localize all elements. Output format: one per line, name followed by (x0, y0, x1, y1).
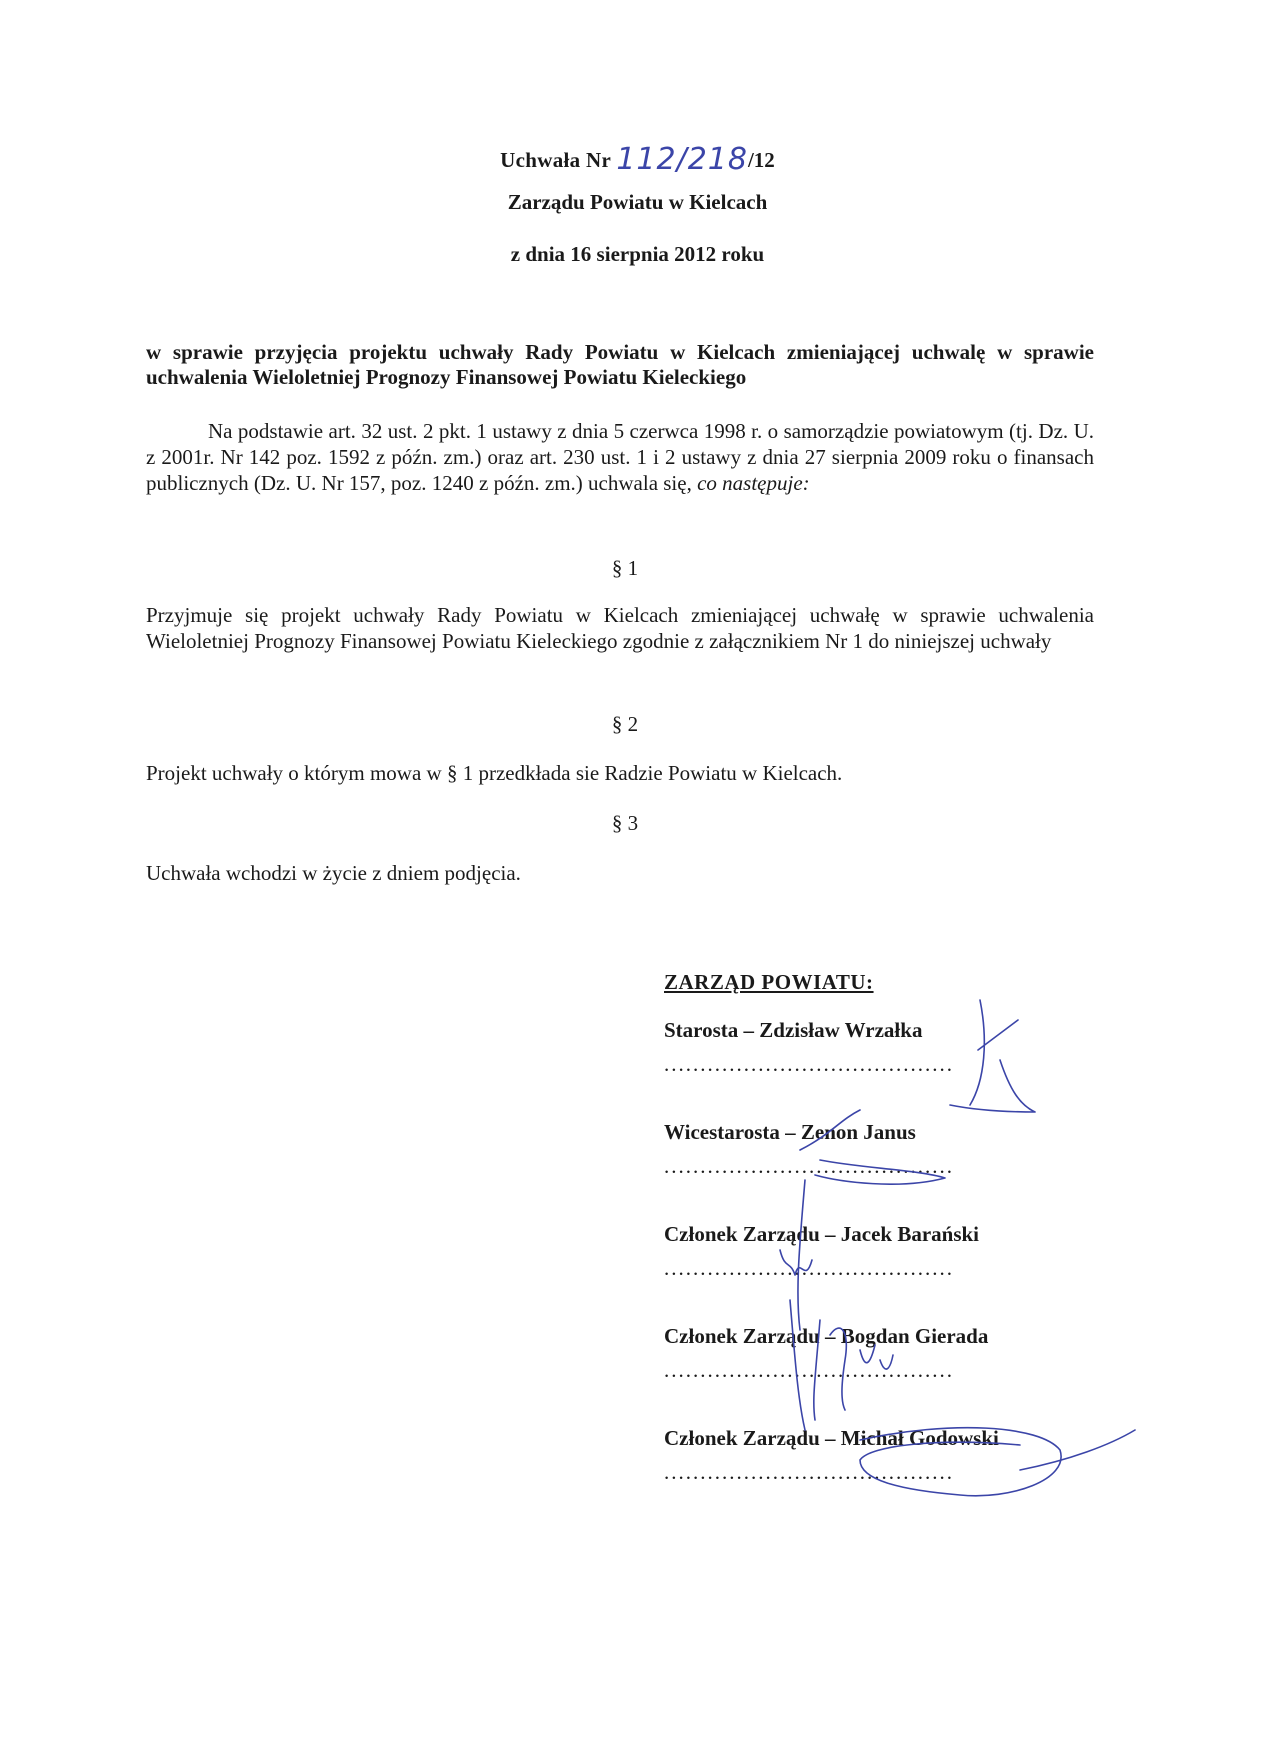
resolution-date: z dnia 16 sierpnia 2012 roku (510, 242, 765, 266)
legal-basis-text: Na podstawie art. 32 ust. 2 pkt. 1 ustawy z dnia 5 czerwca 1998 r. o samorządzie powiatowym (tj. Dz. U. z 2001r. Nr 142 poz. 1592 z późn. zm.) oraz art. 230 ust. 1 i 2 ustawy z dnia 27 sierpnia 2009 roku o finansach publicznych (Dz. U. Nr 157, poz. 1240 z późn. zm.) uchwala się, (146, 419, 1094, 495)
board-title: ZARZĄD POWIATU: (664, 970, 874, 994)
resolution-title (0, 140, 1275, 175)
member-name: Członek Zarządu – Michał Godowski (664, 1426, 999, 1450)
signature-line: ........................................ (664, 1154, 954, 1178)
legal-basis-closing: co następuje: (697, 471, 810, 495)
handwritten-number: 112/218 (616, 142, 748, 177)
member-name: Członek Zarządu – Bogdan Gierada (664, 1324, 989, 1348)
signature-line: ........................................ (664, 1460, 954, 1484)
section-mark-1: § 1 (611, 556, 639, 580)
section-text-2: Projekt uchwały o którym mowa w § 1 przedkłada sie Radzie Powiatu w Kielcach. (146, 761, 843, 785)
member-name: Członek Zarządu – Jacek Barański (664, 1222, 980, 1246)
title-prefix: Uchwała Nr (500, 148, 612, 172)
issuing-board: Zarządu Powiatu w Kielcach (507, 190, 768, 214)
signature-line: ........................................ (664, 1358, 954, 1382)
section-mark-2: § 2 (611, 712, 639, 736)
member-name: Wicestarosta – Zenon Janus (664, 1120, 916, 1144)
board-signature-block (664, 970, 1084, 1525)
title-suffix: /12 (747, 148, 775, 172)
signature-line: ........................................ (664, 1256, 954, 1280)
section-text-1: Przyjmuje się projekt uchwały Rady Powiatu w Kielcach zmieniającej uchwałę w sprawie uchwalenia Wieloletniej Prognozy Finansowej Powiatu Kieleckiego zgodnie z załącznikiem Nr 1 do niniejszej uchwały (146, 603, 1094, 653)
signature-line: ........................................ (664, 1052, 954, 1076)
section-mark-3: § 3 (611, 811, 639, 835)
legal-basis (146, 418, 1094, 496)
member-name: Starosta – Zdzisław Wrzałka (664, 1018, 923, 1042)
resolution-subject: w sprawie przyjęcia projektu uchwały Rady Powiatu w Kielcach zmieniającej uchwalę w sprawie uchwalenia Wieloletniej Prognozy Finansowej Powiatu Kieleckiego (146, 340, 1094, 389)
section-text-3: Uchwała wchodzi w życie z dniem podjęcia. (146, 861, 521, 885)
